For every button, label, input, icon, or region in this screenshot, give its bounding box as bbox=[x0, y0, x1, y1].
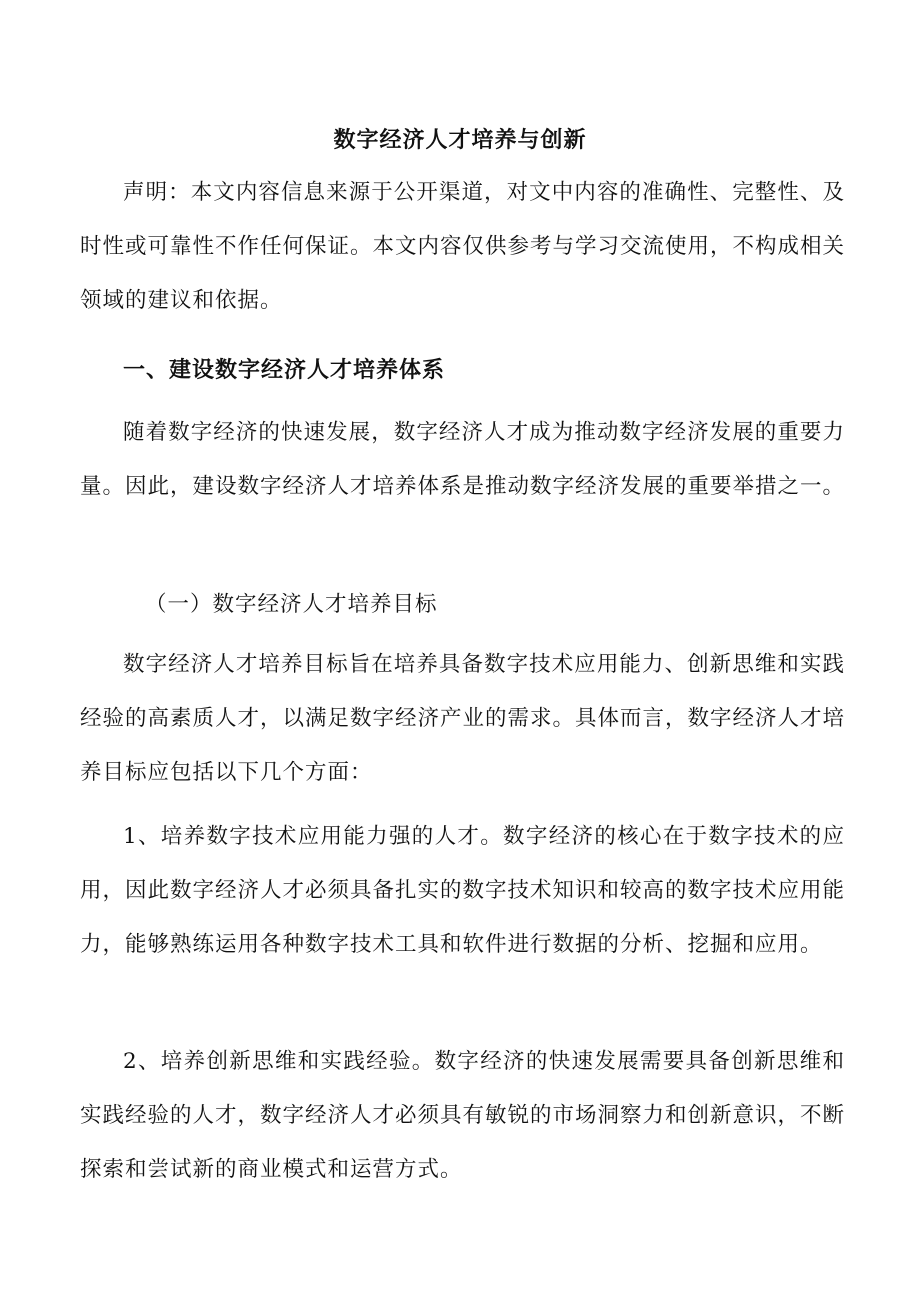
document-title: 数字经济人才培养与创新 bbox=[333, 127, 587, 153]
disclaimer-paragraph: 声明：本文内容信息来源于公开渠道，对文中内容的准确性、完整性、及时性或可靠性不作任何保证。本文内容仅供参考与学习交流使用，不构成相关领域的建议和依据。 bbox=[80, 180, 846, 313]
subsection-paragraph: 数字经济人才培养目标旨在培养具备数字技术应用能力、创新思维和实践经验的高素质人才，以满足数字经济产业的需求。具体而言，数字经济人才培养目标应包括以下几个方面： bbox=[80, 652, 846, 785]
section-intro-paragraph: 随着数字经济的快速发展，数字经济人才成为推动数字经济发展的重要力量。因此，建设数字经济人才培养体系是推动数字经济发展的重要举措之一。 bbox=[80, 420, 846, 499]
section-heading: 一、建设数字经济人才培养体系 bbox=[123, 357, 446, 383]
list-item-1: 1、培养数字技术应用能力强的人才。数字经济的核心在于数字技术的应用，因此数字经济人才必须具备扎实的数字技术知识和较高的数字技术应用能力，能够熟练运用各种数字技术工具和软件进行数据的分析、挖掘和应用。 bbox=[80, 824, 846, 957]
subsection-heading: （一）数字经济人才培养目标 bbox=[145, 592, 438, 617]
list-item-2: 2、培养创新思维和实践经验。数字经济的快速发展需要具备创新思维和实践经验的人才，数字经济人才必须具有敏锐的市场洞察力和创新意识，不断探索和尝试新的商业模式和运营方式。 bbox=[80, 1049, 846, 1182]
